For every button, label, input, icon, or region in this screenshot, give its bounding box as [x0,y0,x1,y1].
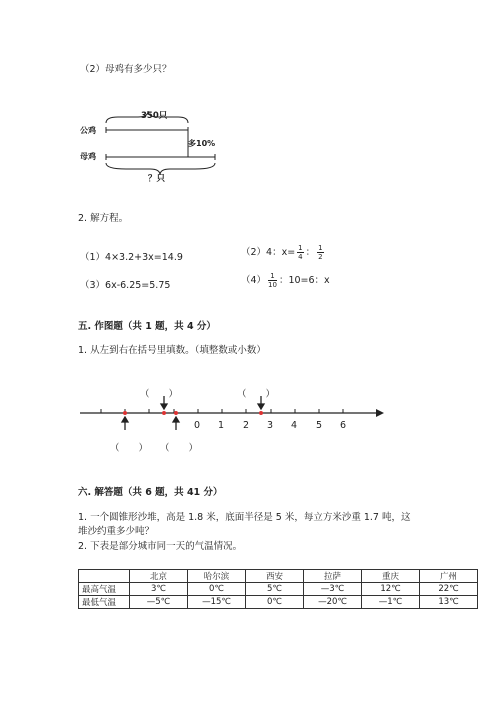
question-6-1-line-2: 堆沙约重多少吨？ [78,526,155,537]
point-c [174,411,178,415]
answer-bracket-top-2[interactable]: （ ） [237,389,276,400]
question-5-1: 1. 从左到右在括号里填数。（填整数或小数） [78,345,266,356]
table-header-row [79,570,478,583]
table-cell: —3℃ [304,583,362,596]
question-6-1-line-1: 1. 一个圆锥形沙堆，高是 1.8 米，底面半径是 5 米，每立方米沙重 1.7 吨，这 [78,512,411,523]
question-6-2: 2. 下表是部分城市同一天的气温情况。 [78,541,243,552]
arrow-down-1 [161,404,167,409]
equation-2 [241,244,326,262]
equation-2-prefix: （2）4：x= [241,247,296,258]
gongji-label: 公鸡 [80,126,96,135]
equation-4-prefix: （4） [241,275,267,286]
table-cell: 12℃ [362,583,420,596]
table-cell: 5℃ [246,583,304,596]
muji-label: 母鸡 [80,152,96,161]
table-cell: —5℃ [130,596,188,609]
table-cell: 0℃ [188,583,246,596]
numberline-label-0: 0 [194,420,201,431]
table-header-city: 拉萨 [304,570,362,583]
table-header-city: 广州 [420,570,478,583]
question-2-title: （2）母鸡有多少只？ [80,64,172,75]
point-a [123,411,127,415]
numberline-label-6: 6 [340,420,347,431]
section-6-title: 六. 解答题（共 6 题，共 41 分） [78,487,223,498]
equation-2-colon: ： [305,247,316,258]
number-line-ticks [101,409,343,413]
equation-4 [241,272,330,290]
equation-2-fraction-2: $\frac{1}{2}$ [318,244,323,261]
section-5-title: 五. 作图题（共 1 题，共 4 分） [78,321,216,332]
table-row-label-low: 最低气温 [79,596,130,609]
number-line-arrowhead [376,409,384,417]
more-label: 多10% [188,139,216,148]
numberline-label-4: 4 [291,420,298,431]
table-cell: 3℃ [130,583,188,596]
table-cell: 13℃ [420,596,478,609]
table-corner-cell [79,570,130,583]
equation-4-fraction: $\frac{1}{10}$ [268,272,277,289]
equation-3: （3）6x-6.25=5.75 [80,280,171,291]
numberline-label-5: 5 [316,420,323,431]
table-header-city: 北京 [130,570,188,583]
equation-2-fraction-1: $\frac{1}{4}$ [298,244,303,261]
equation-4-rest: ：10=6：x [278,275,330,286]
table-row-low [79,596,478,609]
arrow-up-1 [122,417,128,422]
point-d [259,411,263,415]
solve-equations-title: 2. 解方程。 [78,213,129,224]
answer-bracket-top-1[interactable]: （ ） [140,389,179,400]
table-header-city: 重庆 [362,570,420,583]
point-b [162,411,166,415]
temperature-table [78,569,478,609]
table-cell: —15℃ [188,596,246,609]
top-label-350: 350只 [141,111,168,121]
table-row-high [79,583,478,596]
numberline-label-3: 3 [267,420,274,431]
answer-bracket-bottom-1[interactable]: （ ） [110,443,149,454]
arrow-down-2 [258,404,264,409]
table-cell: 0℃ [246,596,304,609]
table-cell: —1℃ [362,596,420,609]
bottom-label: ？只 [148,174,166,184]
table-header-city: 哈尔滨 [188,570,246,583]
equation-1: （1）4×3.2+3x=14.9 [80,252,183,263]
table-cell: 22℃ [420,583,478,596]
numberline-label-1: 1 [218,420,225,431]
answer-bracket-bottom-2[interactable]: （ ） [160,443,199,454]
numberline-label-2: 2 [243,420,250,431]
arrow-up-2 [173,417,179,422]
table-header-city: 西安 [246,570,304,583]
table-cell: —20℃ [304,596,362,609]
table-row-label-high: 最高气温 [79,583,130,596]
